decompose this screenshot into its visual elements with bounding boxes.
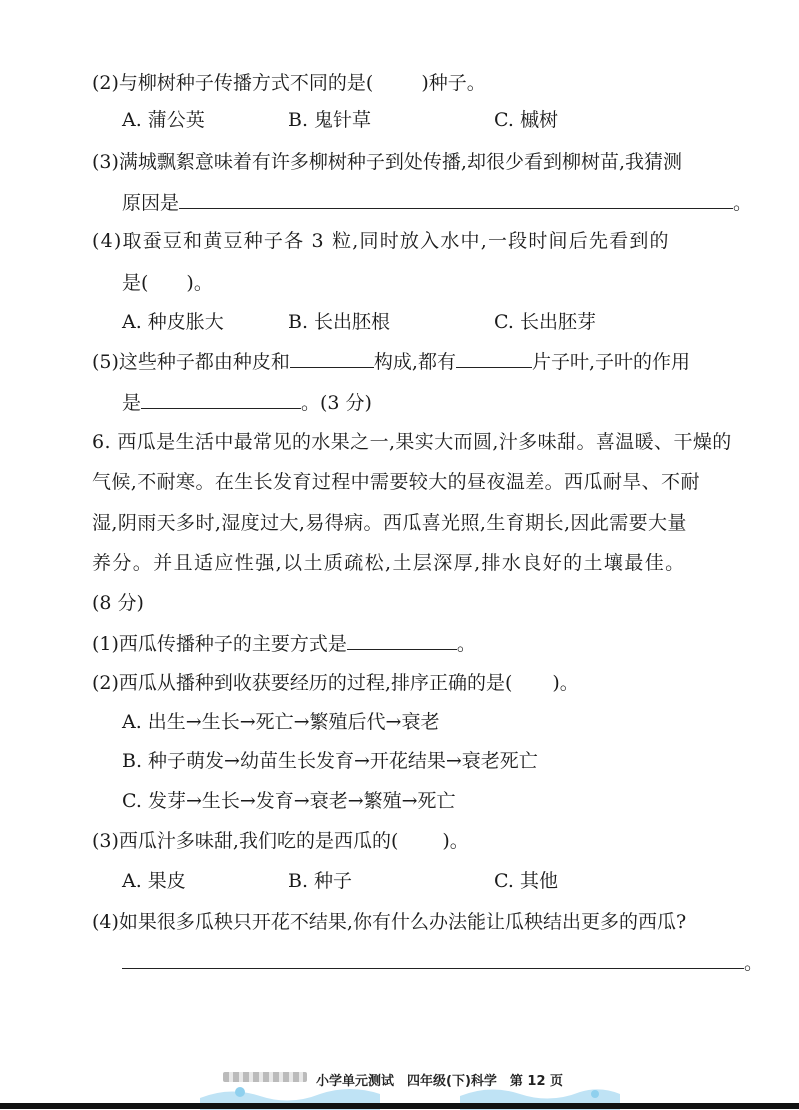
q5-sub4-text: 是( xyxy=(122,272,149,294)
q5-sub5-line2 xyxy=(122,390,372,416)
q5-sub5-blank-2[interactable] xyxy=(456,349,532,368)
q6-sub2-tail: )。 xyxy=(552,672,579,694)
footer-text: 小学单元测试 四年级(下)科学 第 12 页 xyxy=(316,1074,564,1089)
q6-sub1-text: (1)西瓜传播种子的主要方式是 xyxy=(92,633,347,655)
q6-sub3-option-c: C. 其他 xyxy=(494,870,558,892)
q6-sub2-text: (2)西瓜从播种到收获要经历的过程,排序正确的是( xyxy=(92,672,513,694)
q5-sub4-option-b: B. 长出胚根 xyxy=(288,311,391,333)
q5-sub3-answer-blank[interactable] xyxy=(179,190,733,209)
q5-sub3-line1: (3)满城飘絮意味着有许多柳树种子到处传播,却很少看到柳树苗,我猜测 xyxy=(92,151,682,173)
q6-para-line-4: 养分。并且适应性强,以土质疏松,土层深厚,排水良好的土壤最佳。 xyxy=(92,552,686,574)
q6-sub3-option-b: B. 种子 xyxy=(288,870,353,892)
q6-para-line-5: (8 分) xyxy=(92,592,144,614)
q6-sub3 xyxy=(92,828,469,854)
q6-sub2 xyxy=(92,670,579,696)
q5-sub4-tail: )。 xyxy=(186,272,213,294)
q6-sub3-tail: )。 xyxy=(442,830,469,852)
q6-sub4-end: 。 xyxy=(744,952,764,974)
q5-sub5-blank-3[interactable] xyxy=(141,390,301,409)
q5-sub4-line1: (4)取蚕豆和黄豆种子各 3 粒,同时放入水中,一段时间后先看到的 xyxy=(92,230,670,252)
q5-sub3-end: 。 xyxy=(733,192,753,214)
q6-sub2-option-a: A. 出生→生长→死亡→繁殖后代→衰老 xyxy=(122,711,440,733)
q5-sub2-tail: )种子。 xyxy=(421,72,486,94)
q6-sub2-option-c: C. 发芽→生长→发育→衰老→繁殖→死亡 xyxy=(122,790,456,812)
q5-sub3-label: 原因是 xyxy=(122,192,180,214)
q5-sub4-line2 xyxy=(122,270,213,296)
q6-sub1 xyxy=(92,631,476,657)
q5-sub5-line1 xyxy=(92,349,690,375)
q5-sub4-option-c: C. 长出胚芽 xyxy=(494,311,596,333)
page-bottom-border xyxy=(0,1103,799,1109)
q6-sub4-answer-blank[interactable] xyxy=(122,950,744,969)
q5-sub2-option-b: B. 鬼针草 xyxy=(288,109,372,131)
q5-sub5-blank-1[interactable] xyxy=(290,349,374,368)
q5-sub3-line2 xyxy=(122,190,752,216)
q5-sub5-a: (5)这些种子都由种皮和 xyxy=(92,351,290,373)
q6-para-line-1: 6. 西瓜是生活中最常见的水果之一,果实大而圆,汁多味甜。喜温暖、干燥的 xyxy=(92,431,732,453)
q6-para-line-3: 湿,阴雨天多时,湿度过大,易得病。西瓜喜光照,生育期长,因此需要大量 xyxy=(92,512,687,534)
q5-sub4-option-a: A. 种皮胀大 xyxy=(122,311,224,333)
q5-sub5-line2-a: 是 xyxy=(122,392,142,414)
q6-sub3-option-a: A. 果皮 xyxy=(122,870,186,892)
q5-sub5-c: 片子叶,子叶的作用 xyxy=(531,351,691,373)
q6-sub1-end: 。 xyxy=(456,633,476,655)
q6-sub4-question: (4)如果很多瓜秧只开花不结果,你有什么办法能让瓜秧结出更多的西瓜? xyxy=(92,911,687,933)
q6-sub3-text: (3)西瓜汁多味甜,我们吃的是西瓜的( xyxy=(92,830,399,852)
q5-sub2-option-a: A. 蒲公英 xyxy=(122,109,205,131)
q5-sub2-text: (2)与柳树种子传播方式不同的是( xyxy=(92,72,374,94)
q6-sub4-answer-line xyxy=(122,950,763,976)
q6-sub1-answer-blank[interactable] xyxy=(347,631,457,650)
q5-sub2 xyxy=(92,70,486,96)
publisher-mark xyxy=(223,1072,307,1082)
q5-sub5-b: 构成,都有 xyxy=(373,351,456,373)
page-footer xyxy=(0,1060,799,1109)
q5-sub5-line2-b: 。(3 分) xyxy=(301,392,372,414)
q5-sub2-option-c: C. 槭树 xyxy=(494,109,558,131)
q6-sub2-option-b: B. 种子萌发→幼苗生长发育→开花结果→衰老死亡 xyxy=(122,750,538,772)
q6-para-line-2: 气候,不耐寒。在生长发育过程中需要较大的昼夜温差。西瓜耐旱、不耐 xyxy=(92,471,700,493)
